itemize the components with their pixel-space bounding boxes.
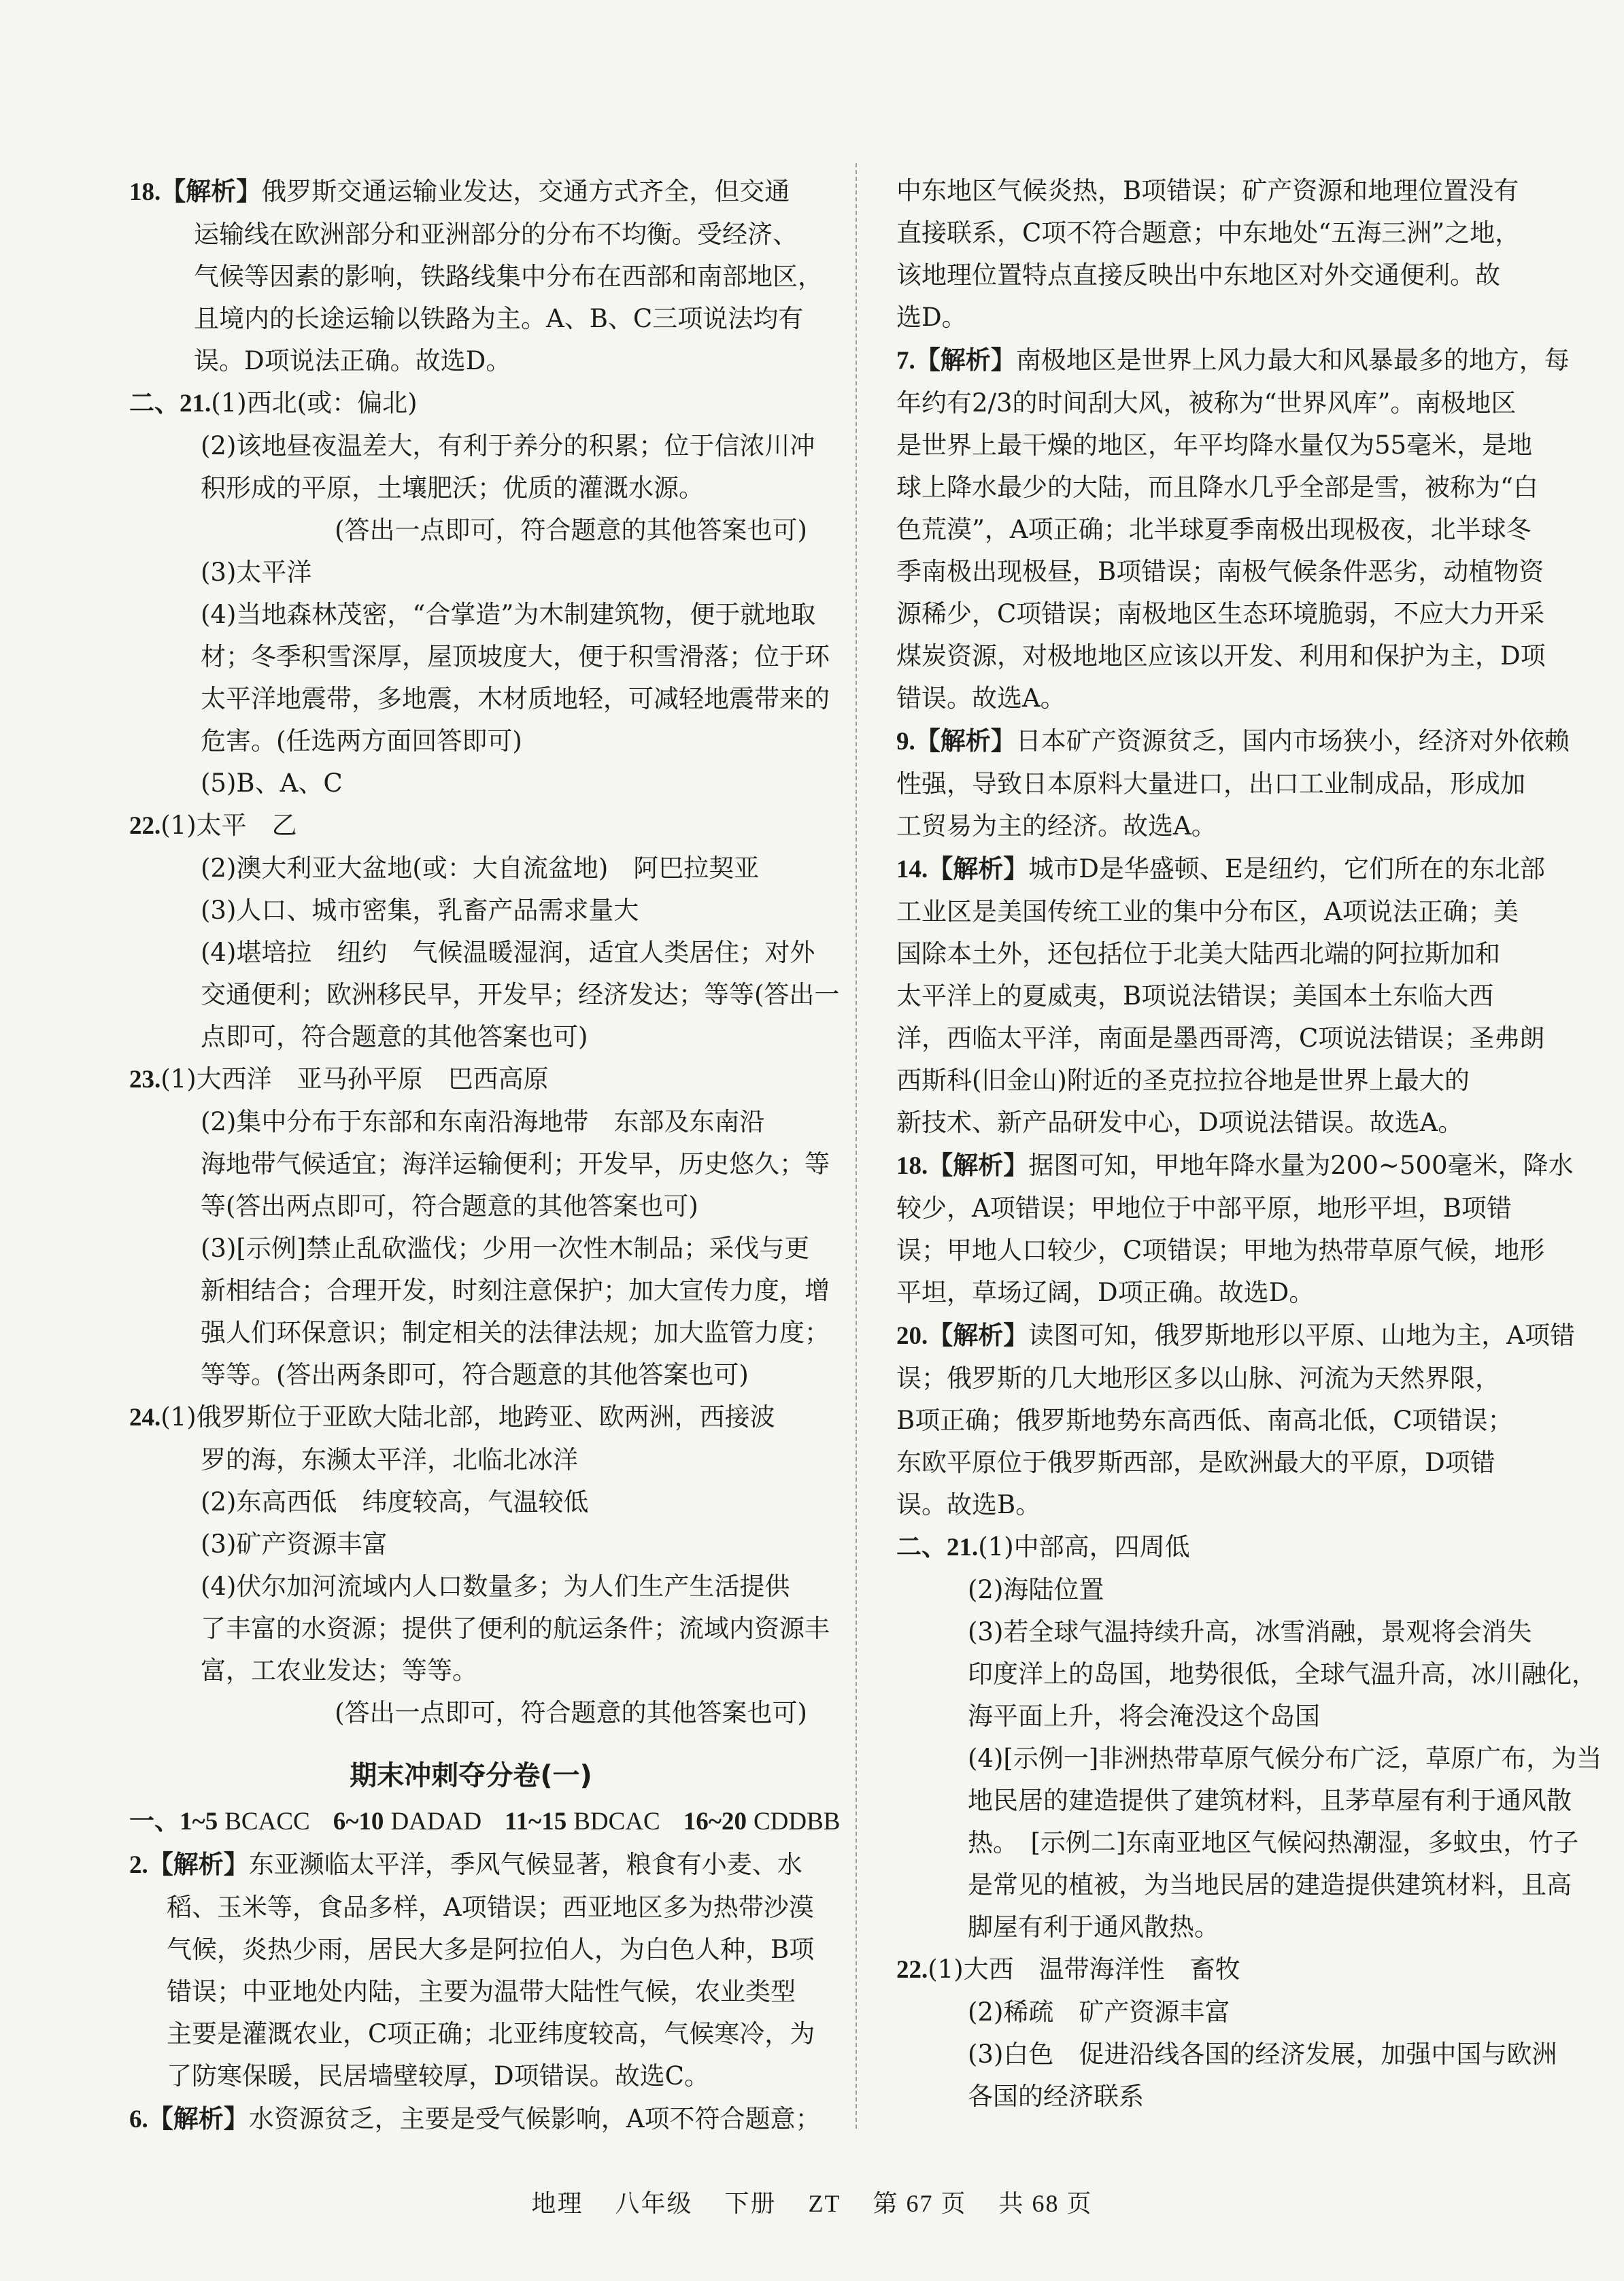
question-line	[896, 720, 1570, 763]
question-line	[896, 1948, 1549, 1991]
line-text: (4)堪培拉 纽约 气候温暖湿润，适宜人类居住；对外	[201, 938, 815, 967]
question-line	[129, 1396, 813, 1439]
text-line	[896, 891, 1549, 933]
text-line	[896, 1738, 1602, 1780]
footer-grade: 八年级	[615, 2190, 693, 2217]
question-number: 22.	[896, 1956, 928, 1984]
question-line	[129, 1058, 813, 1101]
line-text: 读图可知，俄罗斯地形以平原、山地为主，A项错	[1028, 1321, 1575, 1350]
question-line	[129, 805, 813, 847]
line-text: 色荒漠”，A项正确；北半球夏季南极出现极夜，北半球冬	[896, 515, 1532, 544]
text-line	[896, 763, 1549, 805]
text-line	[896, 1780, 1572, 1822]
text-line	[129, 594, 816, 636]
text-line	[129, 1929, 813, 1971]
question-number: 23.	[129, 1066, 161, 1094]
line-text: 新技术、新产品研发中心，D项说法错误。故选A。	[896, 1108, 1464, 1137]
text-line	[129, 1887, 813, 1929]
line-text: 误。故选B。	[896, 1490, 1041, 1519]
answer-letters: DADAD	[390, 1808, 482, 1836]
text-line	[896, 212, 1549, 254]
text-line	[896, 170, 1549, 212]
line-text: 富，工农业发达；等等。	[201, 1656, 477, 1685]
line-text: (3)白色 促进沿线各国的经济发展，加强中国与欧洲	[968, 2040, 1557, 2069]
line-text: 罗的海，东濒太平洋，北临北冰洋	[201, 1445, 578, 1474]
line-text: 日本矿产资源贫乏，国内市场狭小，经济对外依赖	[1015, 726, 1570, 756]
text-line	[129, 2013, 813, 2055]
line-text: 等等。(答出两条即可，符合题意的其他答案也可)	[201, 1360, 749, 1389]
answer-letters: CDDBB	[753, 1808, 841, 1836]
text-line	[129, 932, 813, 974]
line-text: 中东地区气候炎热，B项错误；矿产资源和地理位置没有	[896, 176, 1519, 205]
line-text: 太平洋上的夏威夷，B项说法错误；美国本土东临大西	[896, 981, 1494, 1011]
text-line	[129, 1016, 813, 1058]
line-text: 印度洋上的岛国，地势很低，全球气温升高，冰川融化，	[968, 1659, 1597, 1689]
section-title: 期末冲刺夺分卷(一)	[350, 1760, 592, 1791]
text-line	[129, 1354, 813, 1396]
analysis-tag: 【解析】	[928, 1320, 1029, 1350]
line-text: 错误；中亚地处内陆，主要为温带大陆性气候，农业类型	[167, 1977, 796, 2006]
line-text: 季南极出现极昼，B项错误；南极气候条件恶劣，动植物资	[896, 557, 1544, 586]
line-text: 气候等因素的影响，铁路线集中分布在西部和南部地区，	[194, 262, 823, 291]
text-line	[129, 552, 813, 594]
text-line	[129, 974, 840, 1016]
question-number: 2.	[129, 1851, 148, 1879]
text-line	[129, 720, 813, 762]
line-text: 年约有2/3的时间刮大风，被称为“世界风库”。南极地区	[896, 388, 1517, 418]
line-text: 误。D项说法正确。故选D。	[194, 346, 511, 375]
text-line	[129, 1270, 830, 1312]
line-text: 煤炭资源，对极地地区应该以开发、利用和保护为主，D项	[896, 641, 1546, 671]
text-line	[896, 1569, 1549, 1611]
line-text: 东欧平原位于俄罗斯西部，是欧洲最大的平原，D项错	[896, 1448, 1495, 1477]
line-text: 运输线在欧洲部分和亚洲部分的分布不均衡。受经济、	[194, 220, 798, 249]
question-number: 22.	[129, 812, 161, 840]
line-text: 海地带气候适宜；海洋运输便利；开发早，历史悠久；等	[201, 1149, 830, 1179]
analysis-tag: 【解析】	[915, 345, 1016, 375]
question-line	[129, 2097, 821, 2141]
text-line	[129, 1971, 813, 2013]
text-line	[129, 1185, 813, 1228]
line-text: 是世界上最干燥的地区，年平均降水量仅为55毫米，是地	[896, 430, 1533, 460]
text-line	[896, 509, 1549, 551]
line-text: B项正确；俄罗斯地势东高西低、南高北低，C项错误；	[896, 1406, 1513, 1435]
question-line	[896, 339, 1570, 382]
line-text: 材；冬季积雪深厚，屋顶坡度大，便于积雪滑落；位于环	[201, 642, 830, 671]
page-footer	[0, 2184, 1624, 2219]
line-text: 交通便利；欧洲移民早，开发早；经济发达；等等(答出一	[201, 980, 840, 1009]
text-line	[896, 1102, 1549, 1144]
line-text: (3)若全球气温持续升高，冰雪消融，景观将会消失	[968, 1617, 1532, 1646]
column-divider	[856, 163, 857, 2129]
line-text: 直接联系，C项不符合题意；中东地处“五海三洲”之地，	[896, 218, 1521, 248]
question-number: 7.	[896, 347, 915, 375]
line-text: (1)西北(或：偏北)	[211, 388, 418, 418]
text-line	[896, 1187, 1549, 1230]
analysis-tag: 【解析】	[928, 1150, 1029, 1180]
text-line	[896, 1357, 1549, 1400]
question-line	[129, 170, 813, 214]
text-line	[896, 1991, 1549, 2033]
text-line	[129, 298, 813, 340]
question-number: 18.	[129, 178, 161, 206]
line-text: (3)[示例]禁止乱砍滥伐；少用一次性木制品；采伐与更	[201, 1234, 810, 1263]
text-line	[129, 340, 813, 382]
footer-volume: 下册	[724, 2190, 777, 2217]
text-line	[129, 2055, 813, 2097]
text-line	[896, 1230, 1549, 1272]
text-line	[896, 1442, 1549, 1484]
question-number: 二、21.	[896, 1534, 979, 1561]
line-text: 了丰富的水资源；提供了便利的航运条件；流域内资源丰	[201, 1614, 830, 1643]
question-number: 24.	[129, 1404, 161, 1432]
line-text: 气候，炎热少雨，居民大多是阿拉伯人，为白色人种，B项	[167, 1935, 815, 1964]
line-text: (3)矿产资源丰富	[201, 1530, 388, 1559]
text-line	[896, 1611, 1549, 1653]
line-text: 国除本土外，还包括位于北美大陆西北端的阿拉斯加和	[896, 939, 1500, 968]
question-line	[896, 1526, 1549, 1569]
line-text: 该地理位置特点直接反映出中东地区对外交通便利。故	[896, 260, 1500, 290]
text-line	[129, 1228, 813, 1270]
text-line	[896, 467, 1549, 509]
left-column	[129, 170, 841, 2141]
question-number: 18.	[896, 1152, 928, 1180]
line-text: (2)集中分布于东部和东南沿海地带 东部及东南沿	[201, 1107, 765, 1136]
text-line	[896, 677, 1549, 720]
answer-letters: BCACC	[224, 1808, 310, 1836]
text-line	[896, 805, 1549, 847]
line-text: 主要是灌溉农业，C项正确；北亚纬度较高，气候寒冷，为	[167, 2019, 815, 2048]
text-line	[896, 1822, 1579, 1864]
question-number: 14.	[896, 856, 928, 883]
footer-edition: ZT	[808, 2190, 841, 2217]
line-text: 误；甲地人口较少，C项错误；甲地为热带草原气候，地形	[896, 1236, 1545, 1265]
answer-letters: BDCAC	[573, 1808, 660, 1836]
line-text: 是常见的植被，为当地民居的建造提供建筑材料，且高	[968, 1870, 1572, 1899]
question-line	[129, 382, 813, 425]
line-text: 海平面上升，将会淹没这个岛国	[968, 1702, 1320, 1731]
line-text: 城市D是华盛顿、E是纽约，它们所在的东北部	[1028, 854, 1545, 883]
text-line	[896, 254, 1549, 297]
text-line	[896, 2076, 1549, 2118]
text-line	[129, 636, 830, 678]
line-text: 西斯科(旧金山)附近的圣克拉拉谷地是世界上最大的	[896, 1066, 1470, 1095]
line-text: (4)当地森林茂密，“合掌造”为木制建筑物，便于就地取	[201, 600, 816, 629]
question-line	[896, 847, 1549, 891]
line-text: 地民居的建造提供了建筑材料，且茅草屋有利于通风散	[968, 1786, 1572, 1815]
text-line	[896, 635, 1549, 677]
text-line	[896, 1272, 1549, 1314]
line-text: (1)大西 温带海洋性 畜牧	[928, 1955, 1240, 1984]
line-text: (5)B、A、C	[201, 768, 343, 798]
line-text: 热。 [示例二]东南亚地区气候闷热潮湿，多蚊虫，竹子	[968, 1828, 1579, 1857]
answer-range: 16~20	[683, 1808, 747, 1836]
analysis-tag: 【解析】	[148, 1849, 249, 1879]
text-line	[129, 1101, 813, 1143]
analysis-tag: 【解析】	[915, 726, 1016, 756]
text-line	[129, 847, 813, 890]
text-line	[129, 678, 830, 720]
line-text: 性强，导致日本原料大量进口，出口工业制成品，形成加	[896, 769, 1525, 798]
line-text: (2)该地昼夜温差大，有利于养分的积累；位于信浓川冲	[201, 431, 815, 460]
answer-prefix: 一、	[129, 1808, 180, 1836]
text-line	[896, 382, 1549, 424]
line-text: (1)俄罗斯位于亚欧大陆北部，地跨亚、欧两洲，西接波	[160, 1402, 775, 1432]
line-text: 南极地区是世界上风力最大和风暴最多的地方，每	[1015, 345, 1570, 375]
analysis-tag: 【解析】	[160, 176, 262, 206]
text-line	[129, 1650, 813, 1692]
line-text: 洋，西临太平洋，南面是墨西哥湾，C项说法错误；圣弗朗	[896, 1024, 1545, 1053]
line-text: 新相结合；合理开发，时刻注意保护；加大宣传力度，增	[201, 1276, 830, 1305]
text-line	[129, 1523, 813, 1566]
question-number: 二、21.	[129, 390, 212, 418]
text-line	[896, 551, 1549, 593]
text-line	[129, 256, 823, 298]
line-text: 工业区是美国传统工业的集中分布区，A项说法正确；美	[896, 897, 1519, 926]
analysis-tag: 【解析】	[928, 854, 1029, 883]
text-line	[129, 1481, 813, 1523]
line-text: (答出一点即可，符合题意的其他答案也可)	[335, 516, 807, 545]
text-line	[129, 890, 813, 932]
text-line	[896, 1484, 1549, 1526]
line-text: 等(答出两点即可，符合题意的其他答案也可)	[201, 1192, 698, 1221]
text-line	[896, 297, 1549, 339]
answer-key-line	[129, 1801, 841, 1843]
text-line	[129, 1608, 830, 1650]
line-text: 较少，A项错误；甲地位于中部平原，地形平坦，B项错	[896, 1194, 1512, 1223]
line-text: (1)大西洋 亚马孙平原 巴西高原	[160, 1064, 549, 1094]
line-text: 各国的经济联系	[968, 2082, 1144, 2111]
question-number: 9.	[896, 728, 915, 756]
text-line	[129, 1692, 813, 1734]
question-number: 6.	[129, 2106, 148, 2133]
question-line	[896, 1144, 1574, 1187]
line-text: (2)东高西低 纬度较高，气温较低	[201, 1487, 589, 1517]
line-text: 源稀少，C项错误；南极地区生态环境脆弱，不应大力开采	[896, 599, 1545, 628]
line-text: 且境内的长途运输以铁路为主。A、B、C三项说法均有	[194, 304, 804, 333]
text-line	[896, 1653, 1597, 1695]
text-line	[129, 214, 813, 256]
text-line	[896, 1695, 1549, 1738]
line-text: (2)海陆位置	[968, 1575, 1104, 1604]
text-line	[129, 467, 813, 509]
footer-subject: 地理	[531, 2190, 583, 2217]
text-line	[129, 1312, 830, 1354]
line-text: (3)太平洋	[201, 558, 312, 587]
line-text: 危害。(任选两方面回答即可)	[201, 726, 522, 756]
line-text: 球上降水最少的大陆，而且降水几乎全部是雪，被称为“白	[896, 473, 1538, 502]
text-line	[896, 593, 1549, 635]
line-text: (答出一点即可，符合题意的其他答案也可)	[335, 1698, 807, 1727]
text-line	[896, 1864, 1572, 1906]
answer-range: 1~5	[180, 1808, 218, 1836]
line-text: 了防寒保暖，民居墙壁较厚，D项错误。故选C。	[167, 2061, 709, 2091]
line-text: 积形成的平原，土壤肥沃；优质的灌溉水源。	[201, 473, 704, 503]
text-line	[129, 509, 813, 552]
line-text: (4)[示例一]非洲热带草原气候分布广泛，草原广布，为当	[968, 1744, 1602, 1773]
answer-range: 11~15	[505, 1808, 567, 1836]
text-line	[129, 1566, 813, 1608]
line-text: 点即可，符合题意的其他答案也可)	[201, 1022, 588, 1051]
line-text: 俄罗斯交通运输业发达，交通方式齐全，但交通	[261, 177, 790, 206]
text-line	[129, 1439, 813, 1481]
answer-range: 6~10	[333, 1808, 384, 1836]
text-line	[896, 975, 1549, 1017]
line-text: 稻、玉米等，食品多样，A项错误；西亚地区多为热带沙漠	[167, 1893, 814, 1922]
line-text: (2)澳大利亚大盆地(或：大自流盆地) 阿巴拉契亚	[201, 854, 760, 883]
text-line	[896, 1906, 1549, 1948]
analysis-tag: 【解析】	[148, 2103, 249, 2133]
line-text: 脚屋有利于通风散热。	[968, 1912, 1219, 1942]
line-text: 太平洋地震带，多地震，木材质地轻，可减轻地震带来的	[201, 684, 830, 713]
line-text: 误；俄罗斯的几大地形区多以山脉、河流为天然界限，	[896, 1364, 1500, 1393]
text-line	[896, 1017, 1549, 1060]
question-line	[129, 1843, 813, 1887]
text-line	[129, 425, 813, 467]
text-line	[896, 1060, 1549, 1102]
line-text: (2)稀疏 矿产资源丰富	[968, 1997, 1230, 2027]
line-text: 东亚濒临太平洋，季风气候显著，粮食有小麦、水	[248, 1850, 802, 1879]
line-text: (1)中部高，四周低	[978, 1532, 1190, 1561]
line-text: 错误。故选A。	[896, 683, 1066, 713]
text-line	[129, 1143, 830, 1185]
footer-page-number: 第 67 页	[873, 2190, 967, 2217]
line-text: 平坦，草场辽阔，D项正确。故选D。	[896, 1278, 1315, 1307]
line-text: 选D。	[896, 303, 967, 332]
question-line	[896, 1314, 1575, 1357]
line-text: (3)人口、城市密集，乳畜产品需求量大	[201, 896, 639, 925]
line-text: 据图可知，甲地年降水量为200~500毫米，降水	[1028, 1151, 1574, 1180]
text-line	[896, 424, 1549, 467]
text-line	[129, 762, 813, 805]
line-text: 水资源贫乏，主要是受气候影响，A项不符合题意；	[248, 2104, 821, 2133]
text-line	[896, 933, 1549, 975]
line-text: (4)伏尔加河流域内人口数量多；为人们生产生活提供	[201, 1572, 790, 1601]
text-line	[896, 2033, 1557, 2076]
line-text: (1)太平 乙	[160, 811, 297, 840]
line-text: 强人们环保意识；制定相关的法律法规；加大监管力度；	[201, 1318, 830, 1347]
text-line	[896, 1400, 1549, 1442]
right-column	[896, 170, 1602, 2118]
footer-total-pages: 共 68 页	[998, 2190, 1093, 2217]
line-text: 工贸易为主的经济。故选A。	[896, 811, 1217, 841]
question-number: 20.	[896, 1322, 928, 1350]
